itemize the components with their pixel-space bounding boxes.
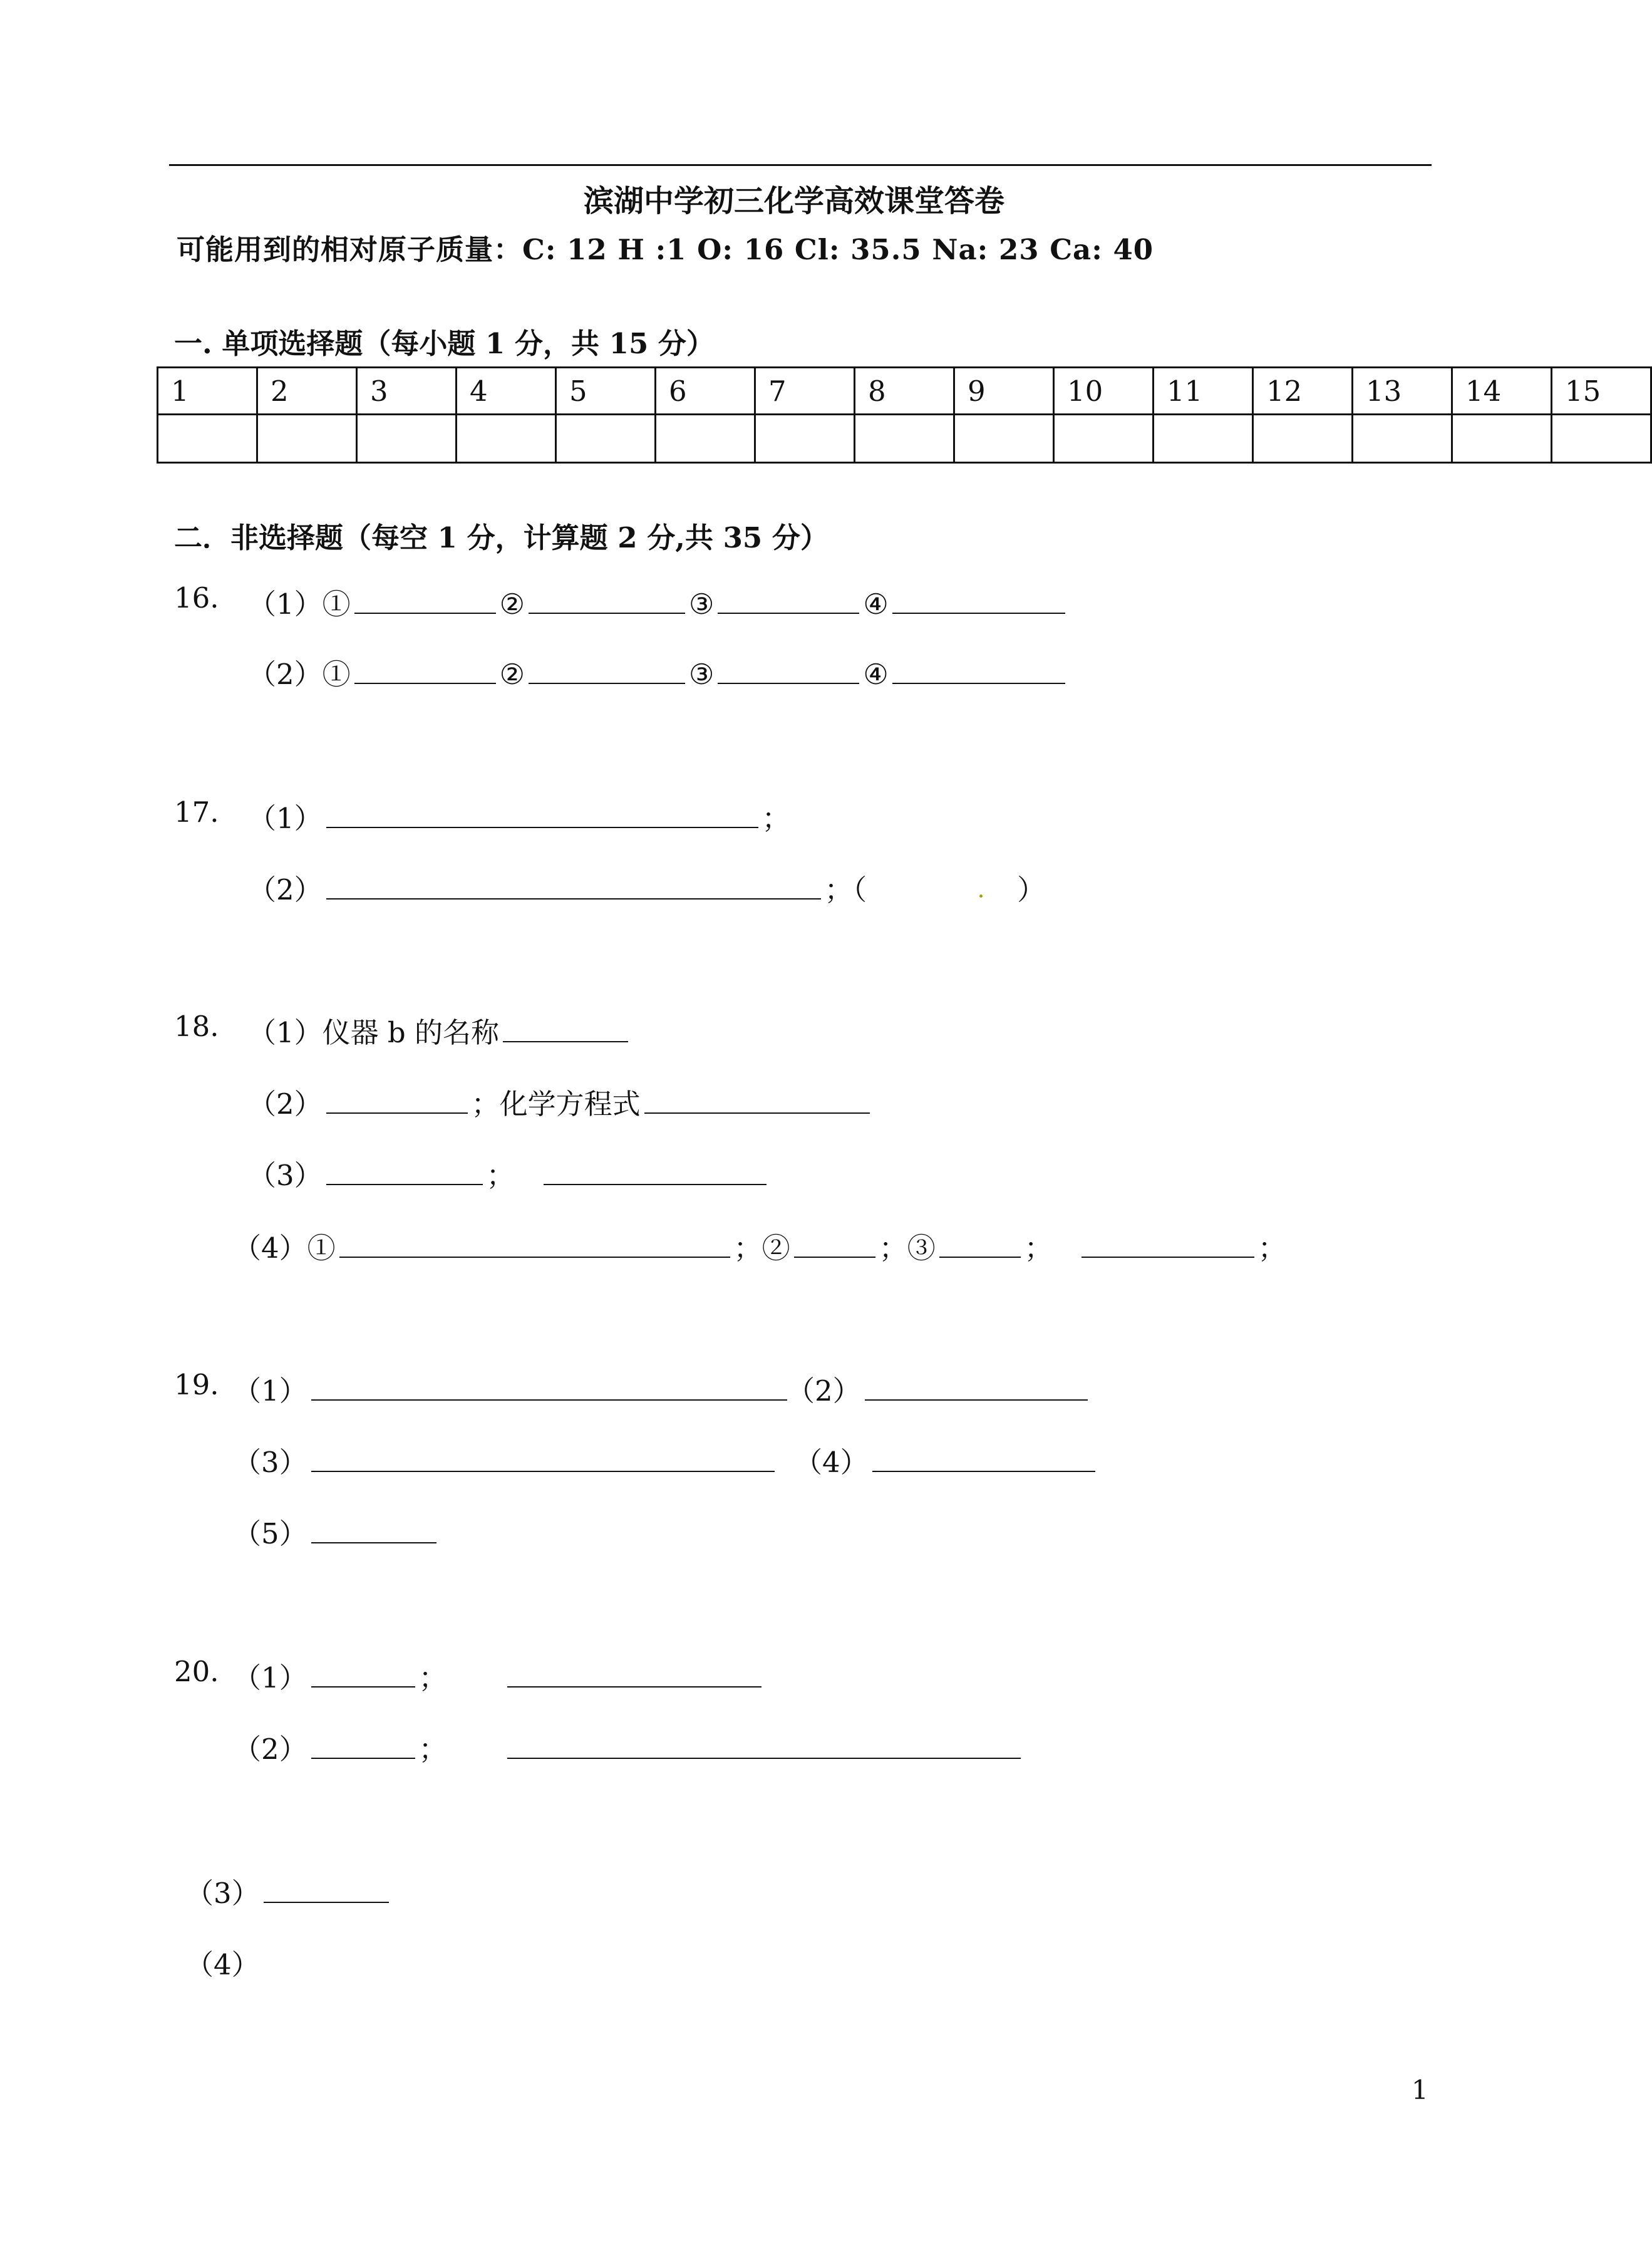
answer-cell[interactable] [855, 415, 954, 463]
q18-part4-label: （4） [233, 1231, 307, 1265]
question-number-cell: 4 [457, 368, 556, 415]
answer-table [157, 366, 1652, 464]
q19-part3 [233, 1439, 778, 1480]
q20-1-blank-1[interactable] [311, 1661, 415, 1688]
question-number-cell: 7 [755, 368, 855, 415]
q18-4-blank-4[interactable] [1082, 1231, 1254, 1258]
q20-part1-label: （1） [233, 1661, 307, 1694]
answer-cell[interactable] [1452, 415, 1552, 463]
question-number-cell: 9 [954, 368, 1054, 415]
q19-part1-label: （1） [233, 1374, 307, 1408]
answer-cell[interactable] [1154, 415, 1253, 463]
circle-4-label: ④ [863, 658, 889, 691]
q19-number: 19. [174, 1368, 219, 1401]
q16-part2 [248, 651, 1069, 692]
circle-2-label: ② [499, 658, 525, 691]
answer-cell[interactable] [1253, 415, 1353, 463]
q18-part3 [248, 1153, 770, 1193]
q18-part2-label: （2） [248, 1087, 323, 1121]
q16-part1 [248, 581, 1069, 622]
paren-close: ） [1017, 873, 1046, 906]
answer-table-numbers [158, 368, 1651, 415]
q16-2-blank-3[interactable] [718, 658, 859, 684]
q18-part3-label: （3） [248, 1159, 323, 1192]
q18-3-blank-1[interactable] [326, 1159, 483, 1185]
semicolon: ； [418, 1661, 447, 1694]
section2-heading: 二．非选择题（每空 1 分，计算题 2 分,共 35 分） [174, 521, 829, 554]
q20-number: 20. [174, 1655, 219, 1688]
semicolon: ； [879, 1231, 907, 1265]
q19-part2-label: （2） [787, 1374, 861, 1408]
answer-cell[interactable] [1054, 415, 1154, 463]
question-number-cell: 8 [855, 368, 954, 415]
semicolon: ； [1024, 1231, 1053, 1265]
circle-1-label: ① [322, 588, 351, 621]
q18-4-blank-1[interactable] [339, 1231, 730, 1258]
q17-2-blank[interactable] [326, 873, 821, 900]
q18-number: 18. [174, 1010, 219, 1043]
atomic-masses: 可能用到的相对原子质量：C: 12 H :1 O: 16 Cl: 35.5 Na: 23 Ca: 40 [177, 233, 1154, 266]
q18-3-blank-2[interactable] [544, 1159, 767, 1185]
question-number-cell: 12 [1253, 368, 1353, 415]
answer-cell[interactable] [1353, 415, 1452, 463]
question-number-cell: 11 [1154, 368, 1253, 415]
q18-2-blank-1[interactable] [326, 1087, 468, 1114]
q16-1-blank-4[interactable] [892, 588, 1065, 614]
section1-heading: 一. 单项选择题（每小题 1 分，共 15 分） [174, 327, 715, 360]
answer-cell[interactable] [656, 415, 755, 463]
q18-4-blank-3[interactable] [939, 1231, 1021, 1258]
answer-cell[interactable] [755, 415, 855, 463]
q17-part1 [248, 796, 790, 836]
q20-part1 [233, 1655, 765, 1696]
q19-part4-label: （4） [794, 1446, 869, 1479]
answer-table-answers [158, 415, 1651, 463]
question-number-cell: 5 [556, 368, 656, 415]
q16-part2-label: （2） [248, 658, 323, 691]
q16-2-blank-4[interactable] [892, 658, 1065, 684]
q19-1-blank[interactable] [311, 1374, 787, 1401]
paren-open: （ [852, 873, 867, 906]
semicolon: ； [1257, 1231, 1286, 1265]
q19-part1 [233, 1368, 791, 1409]
question-number-cell: 14 [1452, 368, 1552, 415]
q18-part1-label: （1）仪器 b 的名称 [248, 1016, 500, 1049]
answer-cell[interactable] [158, 415, 257, 463]
q17-number: 17. [174, 796, 219, 829]
q18-part2-equation-label: ；化学方程式 [471, 1087, 641, 1121]
q18-part1 [248, 1010, 632, 1050]
q20-part3 [185, 1870, 393, 1911]
q20-2-blank-1[interactable] [311, 1733, 415, 1759]
circle-3-label: ③ [689, 588, 715, 621]
q20-part3-label: （3） [185, 1877, 260, 1910]
question-number-cell: 1 [158, 368, 257, 415]
semicolon: ； [486, 1159, 515, 1192]
answer-cell[interactable] [457, 415, 556, 463]
q18-4-blank-2[interactable] [794, 1231, 875, 1258]
question-number-cell: 2 [257, 368, 357, 415]
q18-part2 [248, 1081, 874, 1122]
question-number-cell: 13 [1353, 368, 1452, 415]
q18-2-blank-2[interactable] [644, 1087, 870, 1114]
question-number-cell: 6 [656, 368, 755, 415]
circle-2-label: ② [499, 588, 525, 621]
q17-part1-label: （1） [248, 802, 323, 835]
q17-1-blank[interactable] [326, 802, 758, 828]
q19-4-blank[interactable] [872, 1446, 1095, 1472]
top-rule [169, 164, 1432, 166]
circle-3-label: ③ [689, 658, 715, 691]
q20-3-blank[interactable] [264, 1877, 389, 1903]
answer-cell[interactable] [357, 415, 457, 463]
q19-2-blank[interactable] [865, 1374, 1088, 1401]
q16-1-blank-2[interactable] [529, 588, 685, 614]
q20-part4-label: （4） [185, 1948, 260, 1981]
q16-1-blank-3[interactable] [718, 588, 859, 614]
q17-part2 [248, 867, 1045, 908]
q20-part2-label: （2） [233, 1733, 307, 1766]
semicolon: ； [761, 802, 790, 835]
q16-number: 16. [174, 581, 219, 614]
circle-4-label: ④ [863, 588, 889, 621]
q19-part3-label: （3） [233, 1446, 307, 1479]
answer-cell[interactable] [1552, 415, 1651, 463]
question-number-cell: 10 [1054, 368, 1154, 415]
q18-1-blank[interactable] [503, 1016, 628, 1042]
q19-5-blank[interactable] [311, 1517, 436, 1543]
circle-3-label: ③ [907, 1231, 936, 1265]
semicolon: ； [418, 1733, 447, 1766]
q20-2-blank-2[interactable] [507, 1733, 1021, 1759]
q20-part2 [233, 1726, 1025, 1767]
q16-2-blank-1[interactable] [354, 658, 496, 684]
q16-1-blank-1[interactable] [354, 588, 496, 614]
q19-part5 [233, 1511, 440, 1552]
circle-2-label: ② [761, 1231, 790, 1265]
stray-dot [979, 894, 983, 898]
answer-cell[interactable] [257, 415, 357, 463]
q19-part5-label: （5） [233, 1517, 307, 1550]
q18-part4 [233, 1225, 1286, 1266]
page-number: 1 [1412, 2075, 1428, 2105]
circle-1-label: ① [307, 1231, 336, 1265]
circle-1-label: ① [322, 658, 351, 691]
q20-1-blank-2[interactable] [507, 1661, 761, 1688]
q19-part2 [787, 1368, 1092, 1409]
answer-cell[interactable] [556, 415, 656, 463]
q20-part4 [185, 1942, 260, 1983]
q16-part1-label: （1） [248, 588, 323, 621]
q17-part2-label: （2） [248, 873, 323, 906]
page-title: 滨湖中学初三化学高效课堂答卷 [583, 184, 1004, 219]
answer-cell[interactable] [954, 415, 1054, 463]
q16-2-blank-2[interactable] [529, 658, 685, 684]
question-number-cell: 15 [1552, 368, 1651, 415]
semicolon: ； [824, 873, 853, 906]
q19-3-blank[interactable] [311, 1446, 775, 1472]
question-number-cell: 3 [357, 368, 457, 415]
q19-part4 [794, 1439, 1099, 1480]
semicolon: ； [733, 1231, 762, 1265]
